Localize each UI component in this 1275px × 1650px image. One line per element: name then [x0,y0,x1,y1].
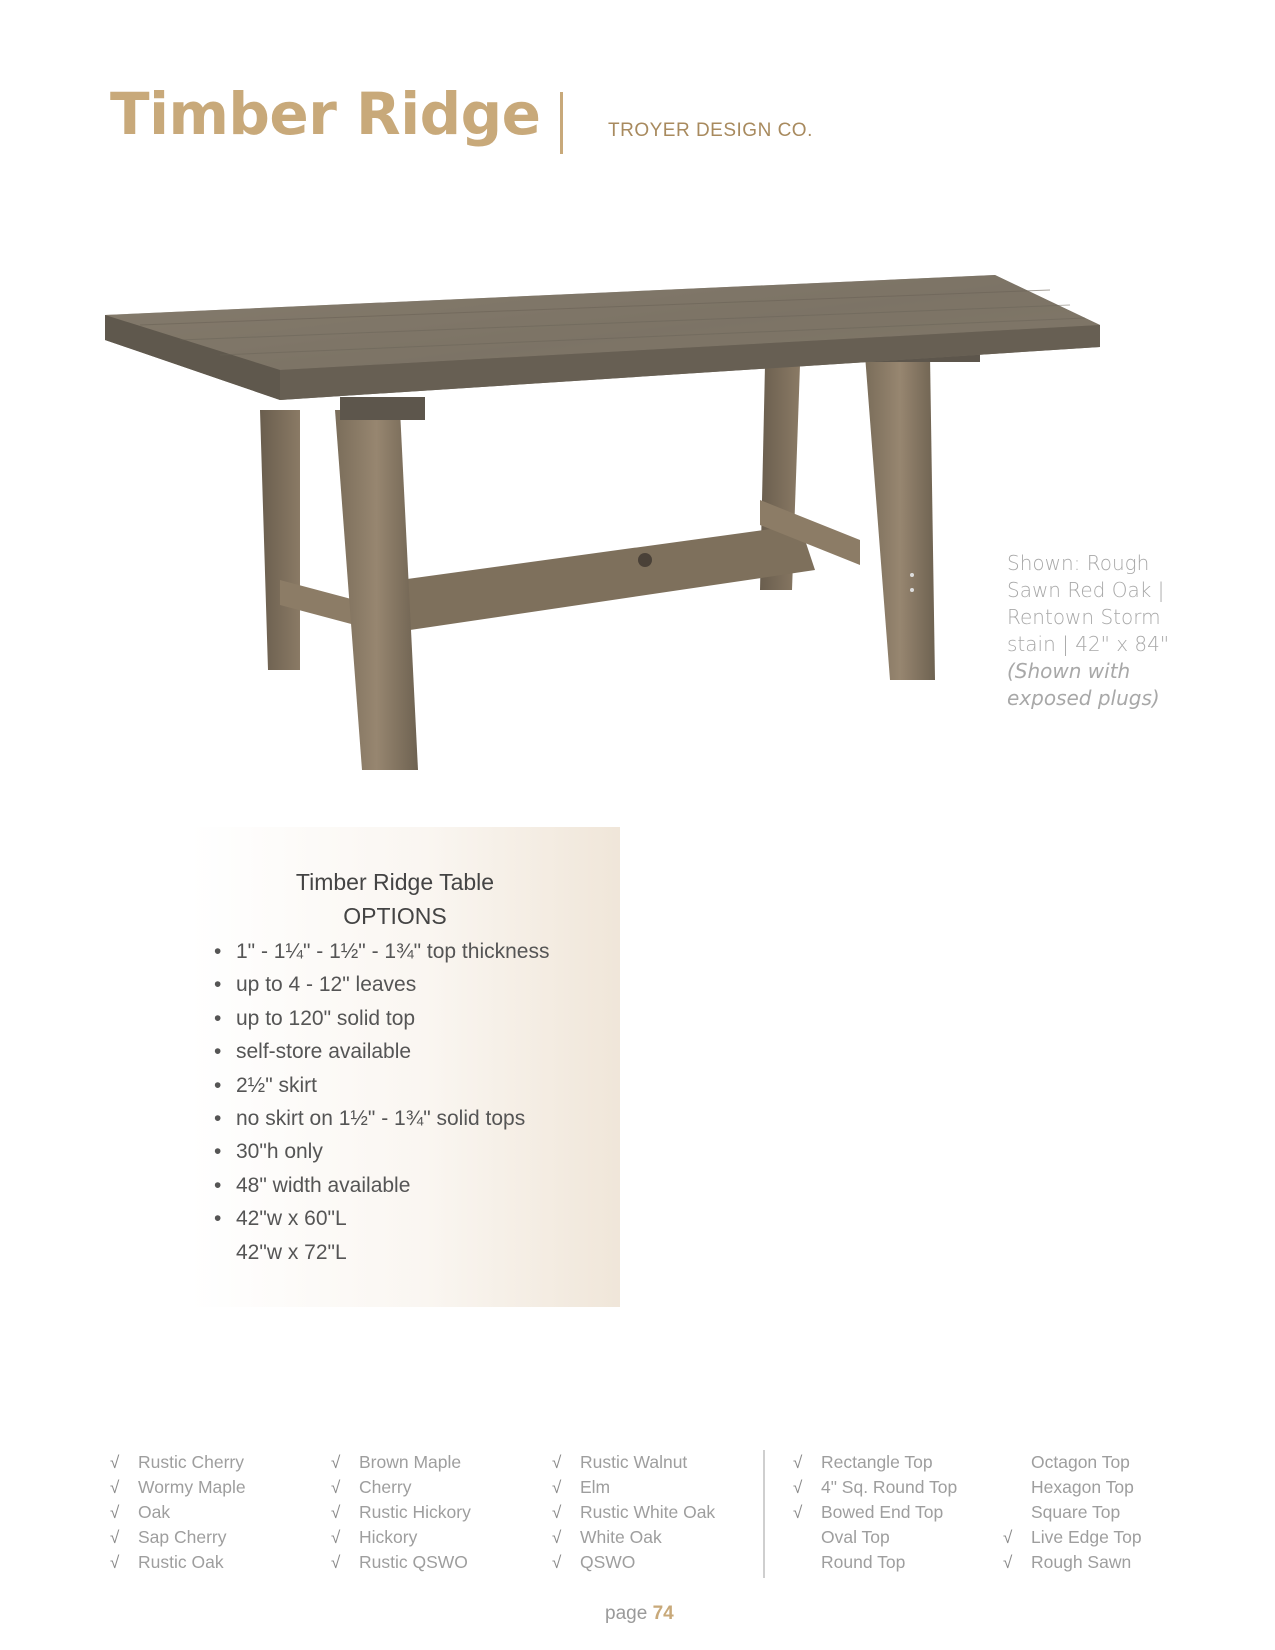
option-item [793,1475,957,1500]
check-icon: √ [110,1553,120,1572]
option-label: Hickory [359,1527,418,1547]
option-item [552,1500,715,1525]
list-item-continuation: 42"w x 72"L [236,1240,347,1264]
options-title: Timber Ridge Table [295,869,495,895]
page-label: page [605,1603,648,1624]
list-item: • 1" - 1¼" - 1½" - 1¾" top thickness [212,935,549,968]
top-options-col4 [793,1450,957,1575]
woods-divider [763,1450,765,1578]
check-icon: √ [331,1553,341,1572]
option-label: Oval Top [821,1527,890,1547]
option-item [1003,1550,1142,1575]
option-item [793,1550,957,1575]
option-item [793,1500,957,1525]
check-icon: √ [793,1478,803,1497]
list-item: • 48" width available [212,1169,549,1202]
list-item: • up to 4 - 12" leaves [212,968,549,1001]
options-list [212,935,549,1269]
option-item [1003,1450,1142,1475]
option-item [331,1475,471,1500]
page-title: Timber Ridge [110,80,541,148]
option-item [1003,1475,1142,1500]
option-item [110,1450,246,1475]
option-item [1003,1525,1142,1550]
option-label: QSWO [580,1552,636,1572]
option-item [793,1525,957,1550]
wood-options-col3 [552,1450,715,1575]
option-label: Square Top [1031,1502,1121,1522]
caption-line: Shown: Rough [1007,551,1150,575]
caption-note: (Shown with [1007,659,1131,683]
option-item [552,1525,715,1550]
wood-options-col1 [110,1450,246,1575]
option-label: Hexagon Top [1031,1477,1134,1497]
check-icon: √ [552,1503,562,1522]
rustic-trestle-table-photo [100,270,1170,820]
option-label: Sap Cherry [138,1527,227,1547]
option-label: 4" Sq. Round Top [821,1477,958,1497]
option-label: Rustic Oak [138,1552,224,1572]
option-label: Round Top [821,1552,906,1572]
caption-line: Sawn Red Oak | [1007,578,1165,602]
list-item: • up to 120" solid top [212,1002,549,1035]
option-item [110,1550,246,1575]
list-item: • 42"w x 60"L [212,1202,549,1235]
option-item [110,1475,246,1500]
check-icon: √ [552,1478,562,1497]
check-icon: √ [1003,1553,1013,1572]
check-icon: √ [110,1478,120,1497]
option-label: Rectangle Top [821,1452,933,1472]
check-icon: √ [793,1453,803,1472]
list-item: • 2½" skirt [212,1069,549,1102]
caption-line: Rentown Storm [1007,605,1161,629]
option-label: Elm [580,1477,611,1497]
option-label: Wormy Maple [138,1477,246,1497]
option-label: Oak [138,1502,171,1522]
option-item [331,1525,471,1550]
option-label: Rough Sawn [1031,1552,1132,1572]
check-icon: √ [552,1553,562,1572]
option-item [331,1450,471,1475]
option-label: White Oak [580,1527,662,1547]
option-item [552,1475,715,1500]
check-icon: √ [110,1453,120,1472]
option-label: Rustic Walnut [580,1452,688,1472]
option-label: Rustic QSWO [359,1552,468,1572]
option-label: Cherry [359,1477,412,1497]
wood-options-col2 [331,1450,471,1575]
check-icon: √ [793,1503,803,1522]
list-item: • 30"h only [212,1135,549,1168]
options-panel [190,827,620,1307]
check-icon: √ [331,1528,341,1547]
title-divider [560,92,563,154]
check-icon: √ [331,1478,341,1497]
options-subtitle: OPTIONS [343,903,447,929]
options-heading [190,865,600,933]
check-icon: √ [331,1503,341,1522]
option-item [1003,1500,1142,1525]
check-icon: √ [110,1528,120,1547]
option-item [331,1500,471,1525]
option-label: Brown Maple [359,1452,462,1472]
check-icon: √ [110,1503,120,1522]
option-item [552,1450,715,1475]
option-label: Rustic White Oak [580,1502,716,1522]
caption-line: stain | 42" x 84" [1007,632,1170,656]
option-item [793,1450,957,1475]
check-icon: √ [331,1453,341,1472]
option-label: Octagon Top [1031,1452,1130,1472]
option-item [110,1500,246,1525]
check-icon: √ [552,1453,562,1472]
option-label: Rustic Hickory [359,1502,471,1522]
option-label: Bowed End Top [821,1502,944,1522]
page-number-value: 74 [652,1603,674,1624]
option-item [552,1550,715,1575]
caption-note: exposed plugs) [1007,686,1160,710]
option-item [331,1550,471,1575]
brand-name: TROYER DESIGN CO. [608,120,813,141]
option-label: Live Edge Top [1031,1527,1142,1547]
list-item: • no skirt on 1½" - 1¾" solid tops [212,1102,549,1135]
product-caption [1007,550,1187,712]
list-item: • self-store available [212,1035,549,1068]
check-icon: √ [552,1528,562,1547]
option-label: Rustic Cherry [138,1452,244,1472]
option-item [110,1525,246,1550]
page-number [605,1603,674,1625]
check-icon: √ [1003,1528,1013,1547]
top-options-col5 [1003,1450,1142,1575]
